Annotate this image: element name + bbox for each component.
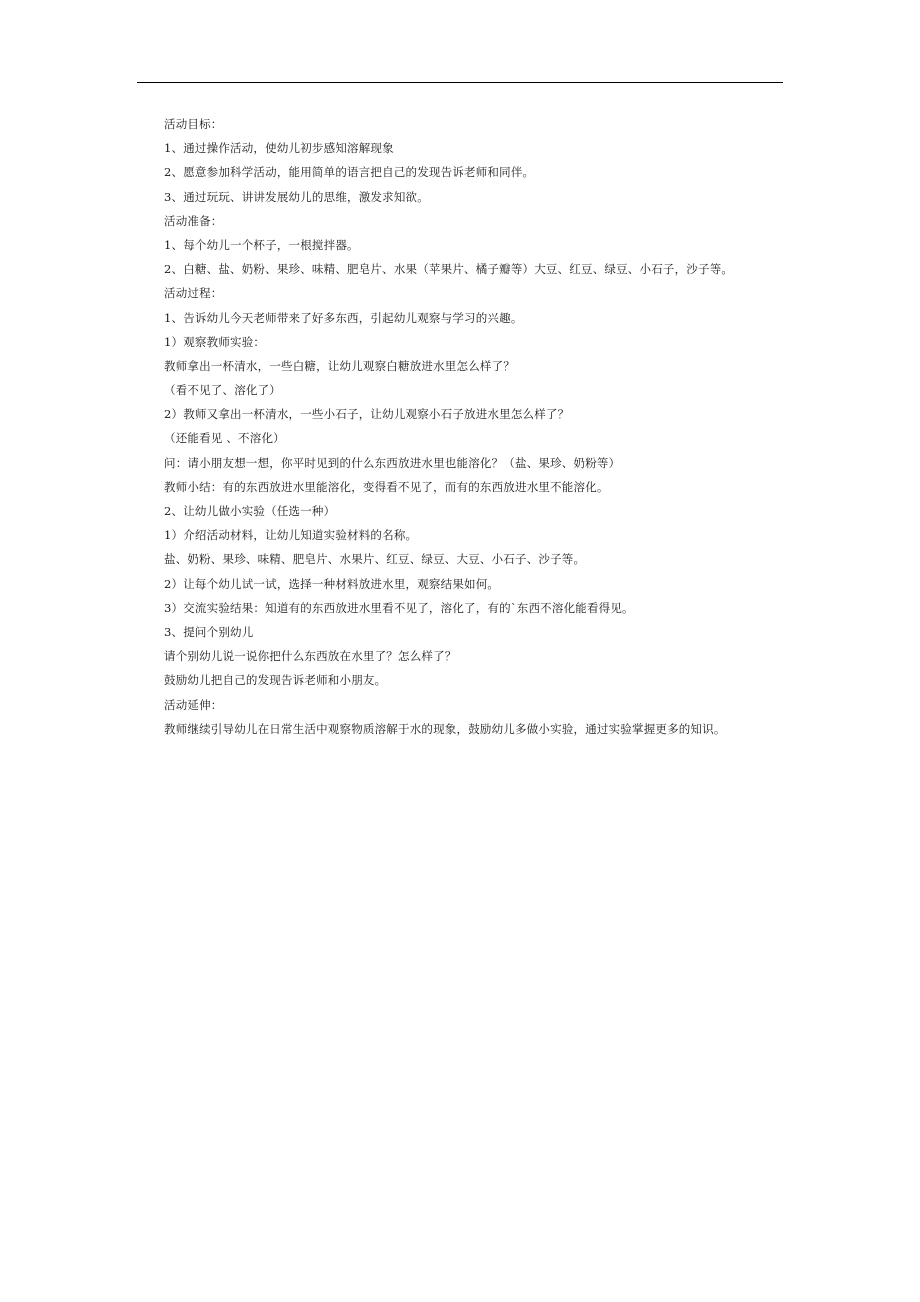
process-text: 请个别幼儿说一说你把什么东西放在水里了？怎么样了？ (164, 649, 457, 664)
process-text: 教师拿出一杯清水，一些白糖，让幼儿观察白糖放进水里怎么样了？ (164, 358, 515, 373)
process-text: 鼓励幼儿把自己的发现告诉老师和小朋友。 (164, 673, 387, 688)
process-text: 盐、奶粉、果珍、味精、肥皂片、水果片、红豆、绿豆、大豆、小石子、沙子等。 (164, 552, 586, 567)
process-substep-2-3: 3）交流实验结果：知道有的东西放进水里看不见了，溶化了，有的`东西不溶化能看得见。 (164, 600, 634, 615)
section-heading-preparation: 活动准备： (164, 213, 223, 228)
preparation-item-2: 2、白糖、盐、奶粉、果珍、味精、肥皂片、水果（苹果片、橘子瓣等）大豆、红豆、绿豆、小石子，沙子等。 (164, 262, 734, 277)
section-heading-goals: 活动目标： (164, 117, 223, 131)
process-text: （还能看见 、不溶化） (164, 431, 285, 446)
process-substep-2-2: 2）让每个幼儿试一试，选择一种材料放进水里，观察结果如何。 (164, 576, 500, 591)
process-question: 问：请小朋友想一想，你平时见到的什么东西放进水里也能溶化？（盐、果珍、奶粉等） (164, 455, 621, 470)
goal-item-2: 2、愿意参加科学活动，能用简单的语言把自己的发现告诉老师和同伴。 (164, 165, 535, 180)
process-step-3: 3、提问个别幼儿 (164, 624, 254, 639)
process-substep-2-1: 1）介绍活动材料，让幼儿知道实验材料的名称。 (164, 528, 418, 543)
process-text: （看不见了、溶化了） (164, 383, 281, 398)
section-heading-process: 活动过程： (164, 286, 223, 301)
preparation-item-1: 1、每个幼儿一个杯子，一根搅拌器。 (164, 237, 359, 252)
process-summary: 教师小结：有的东西放进水里能溶化，变得看不见了，而有的东西放进水里不能溶化。 (164, 479, 609, 494)
process-step-1: 1、告诉幼儿今天老师带来了好多东西，引起幼儿观察与学习的兴趣。 (164, 310, 523, 325)
goal-item-1: 1、通过操作活动，使幼儿初步感知溶解现象 (164, 141, 394, 156)
process-substep-1-2: 2）教师又拿出一杯清水，一些小石子，让幼儿观察小石子放进水里怎么样了？ (164, 407, 570, 422)
section-heading-extension: 活动延伸： (164, 697, 223, 712)
goal-item-3: 3、通过玩玩、讲讲发展幼儿的思维，激发求知欲。 (164, 189, 429, 204)
header-rule (137, 82, 783, 83)
document-body (164, 112, 784, 741)
process-step-2: 2、让幼儿做小实验（任选一种） (164, 504, 336, 518)
extension-text: 教师继续引导幼儿在日常生活中观察物质溶解于水的现象，鼓励幼儿多做小实验，通过实验掌握更多的知识。 (164, 721, 726, 736)
process-substep-1-1: 1）观察教师实验： (164, 334, 266, 349)
